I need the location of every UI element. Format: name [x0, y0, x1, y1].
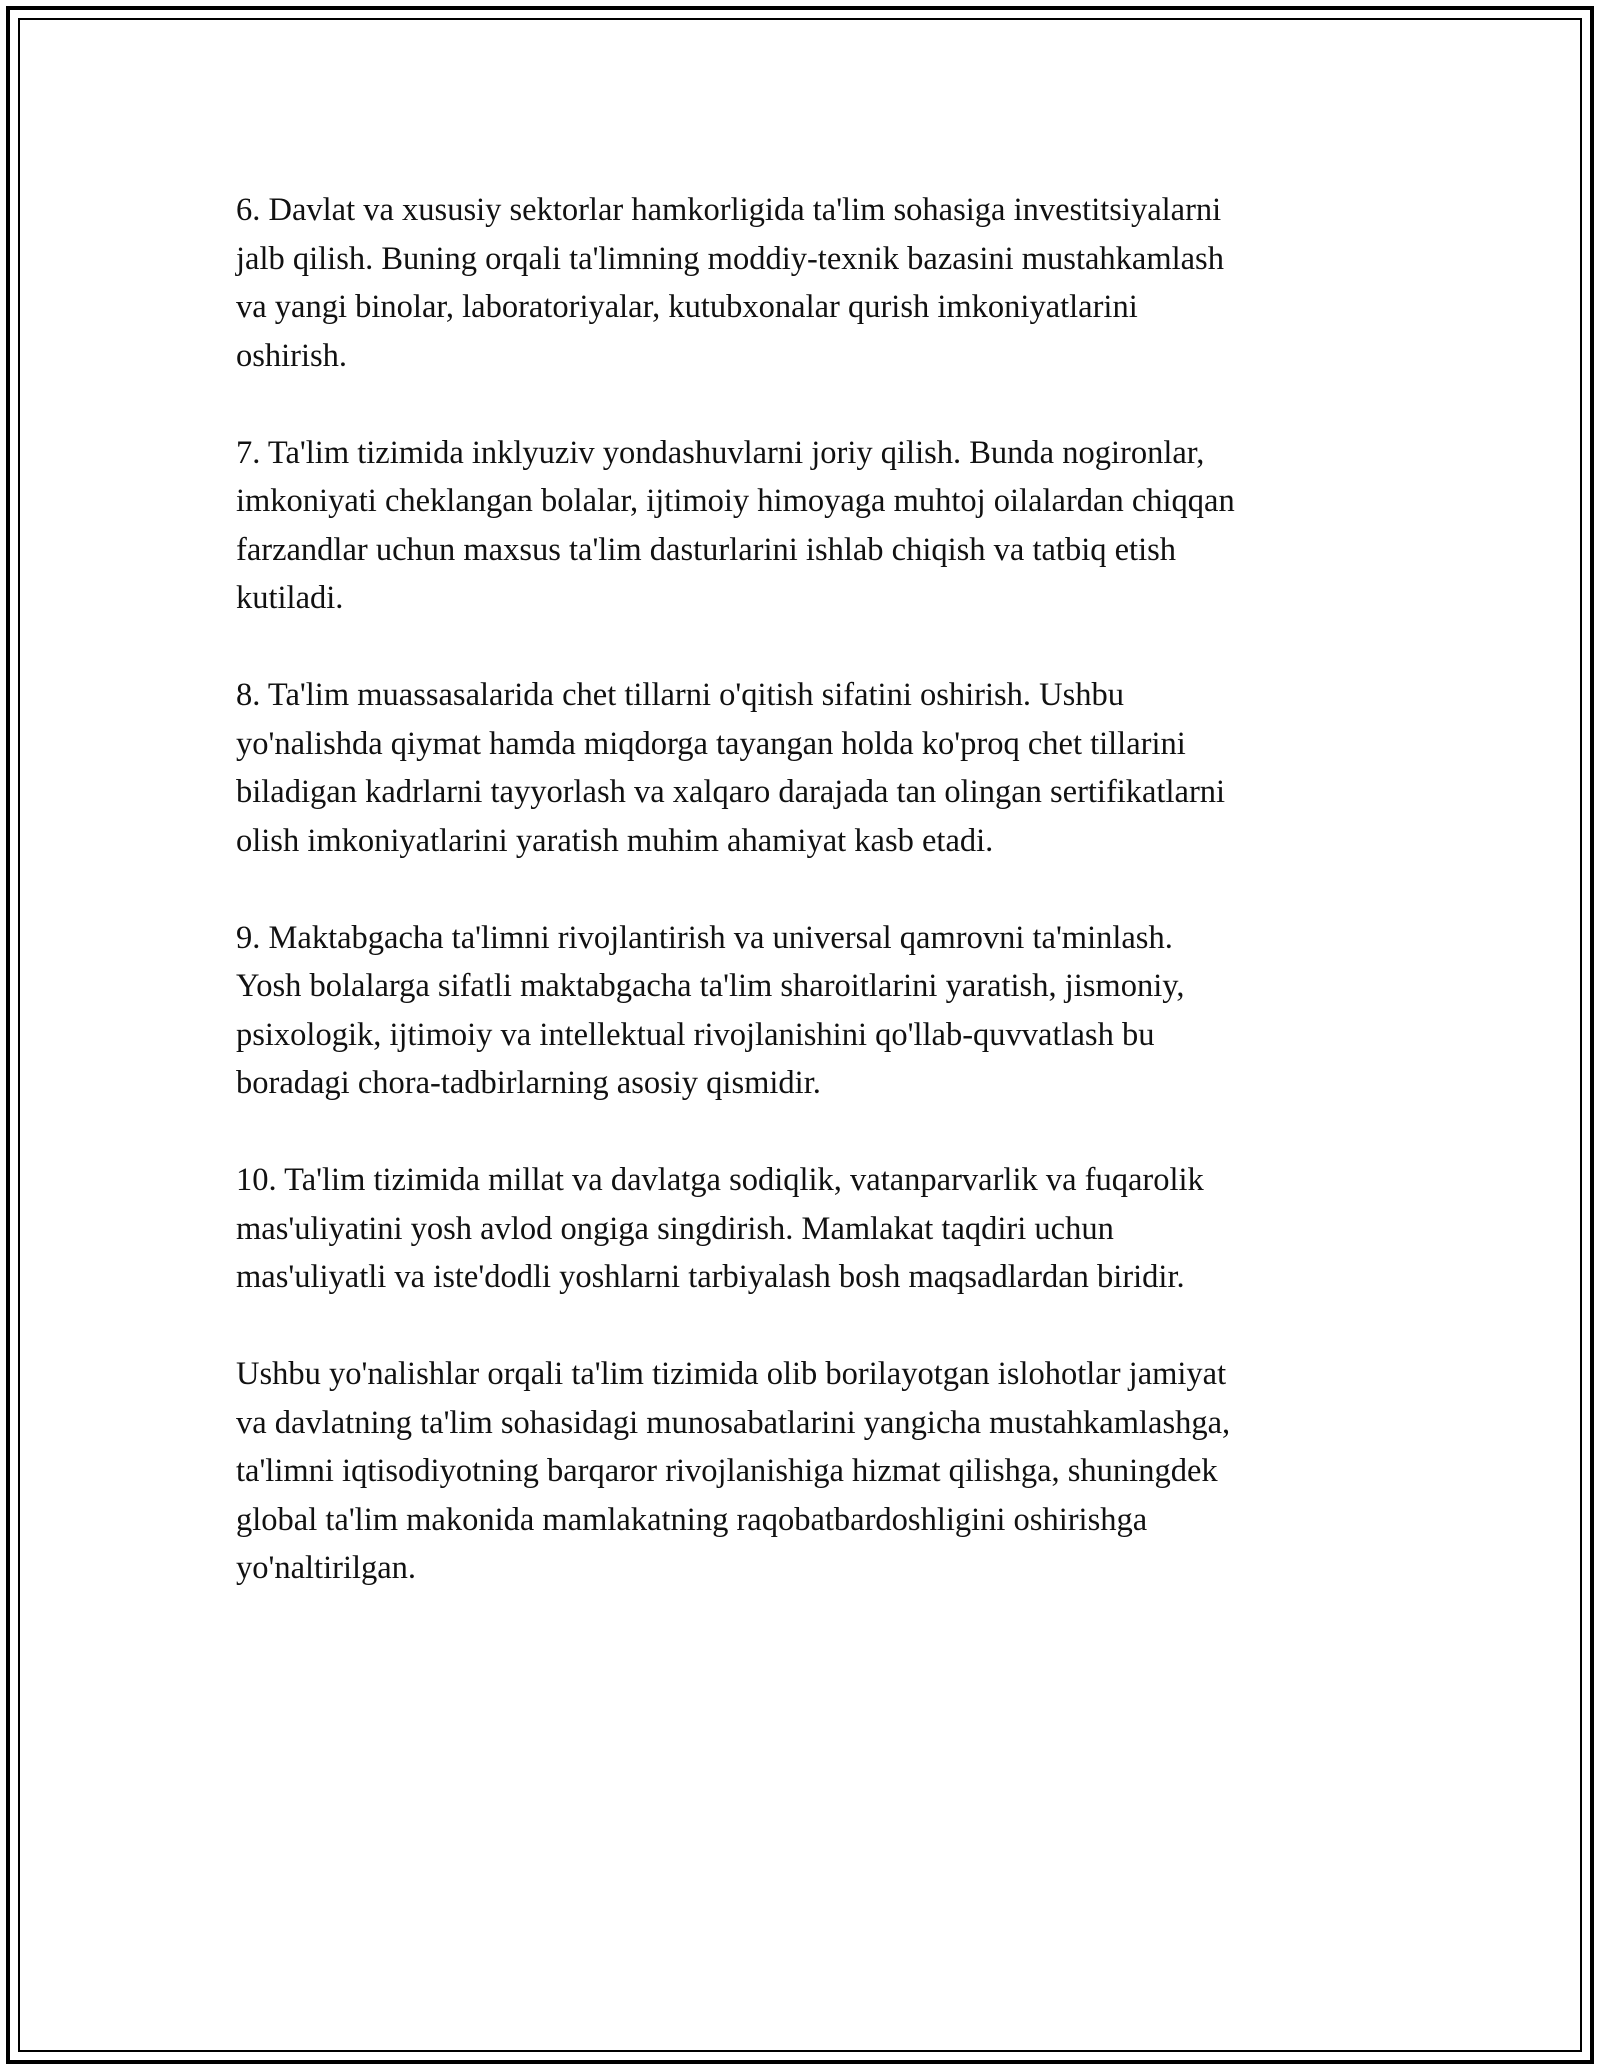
- paragraph-item-8: [236, 671, 1386, 865]
- text-line: ta'limni iqtisodiyotning barqaror rivojlanishiga hizmat qilishga, shuningdek: [236, 1453, 1218, 1489]
- text-line: oshirish.: [236, 337, 348, 374]
- text-line: 6. Davlat va xususiy sektorlar hamkorligida ta'lim sohasiga investitsiyalarni: [236, 192, 1222, 228]
- text-line: va davlatning ta'lim sohasidagi munosabatlarini yangicha mustahkamlashga,: [236, 1404, 1231, 1441]
- text-line: psixologik, ijtimoiy va intellektual rivojlanishini qo'llab-quvvatlash bu: [236, 1016, 1155, 1053]
- text-line: jalb qilish. Buning orqali ta'limning moddiy-texnik bazasini mustahkamlash: [236, 240, 1224, 277]
- paragraph-conclusion: [236, 1350, 1386, 1593]
- text-line: olish imkoniyatlarini yaratish muhim ahamiyat kasb etadi.: [236, 822, 994, 859]
- text-line: Ushbu yo'nalishlar orqali ta'lim tizimida olib borilayotgan islohotlar jamiyat: [236, 1356, 1227, 1392]
- text-line: kutiladi.: [236, 580, 344, 616]
- text-line: global ta'lim makonida mamlakatning raqobatbardoshligini oshirishga: [236, 1501, 1148, 1538]
- paragraph-item-9: [236, 914, 1386, 1108]
- text-line: yo'naltirilgan.: [236, 1550, 417, 1586]
- text-line: va yangi binolar, laboratoriyalar, kutubxonalar qurish imkoniyatlarini: [236, 289, 1138, 325]
- paragraph-item-7: [236, 429, 1386, 623]
- text-line: boradagi chora-tadbirlarning asosiy qismidir.: [236, 1065, 821, 1101]
- text-line: yo'nalishda qiymat hamda miqdorga tayangan holda ko'proq chet tillarini: [236, 725, 1186, 762]
- document-body: [236, 186, 1386, 1641]
- paragraph-item-6: [236, 186, 1386, 380]
- text-line: 7. Ta'lim tizimida inklyuziv yondashuvlarni joriy qilish. Bunda nogironlar,: [236, 434, 1205, 471]
- text-line: 8. Ta'lim muassasalarida chet tillarni o'qitish sifatini oshirish. Ushbu: [236, 677, 1125, 713]
- text-line: 9. Maktabgacha ta'limni rivojlantirish va universal qamrovni ta'minlash.: [236, 919, 1173, 956]
- text-line: mas'uliyatli va iste'dodli yoshlarni tarbiyalash bosh maqsadlardan biridir.: [236, 1259, 1185, 1295]
- paragraph-item-10: [236, 1156, 1386, 1302]
- text-line: Yosh bolalarga sifatli maktabgacha ta'lim sharoitlarini yaratish, jismoniy,: [236, 968, 1185, 1004]
- text-line: mas'uliyatini yosh avlod ongiga singdirish. Mamlakat taqdiri uchun: [236, 1210, 1114, 1247]
- text-line: biladigan kadrlarni tayyorlash va xalqaro darajada tan olingan sertifikatlarni: [236, 774, 1226, 810]
- text-line: 10. Ta'lim tizimida millat va davlatga sodiqlik, vatanparvarlik va fuqarolik: [236, 1162, 1204, 1198]
- text-line: farzandlar uchun maxsus ta'lim dasturlarini ishlab chiqish va tatbiq etish: [236, 531, 1176, 568]
- text-line: imkoniyati cheklangan bolalar, ijtimoiy himoyaga muhtoj oilalardan chiqqan: [236, 483, 1235, 519]
